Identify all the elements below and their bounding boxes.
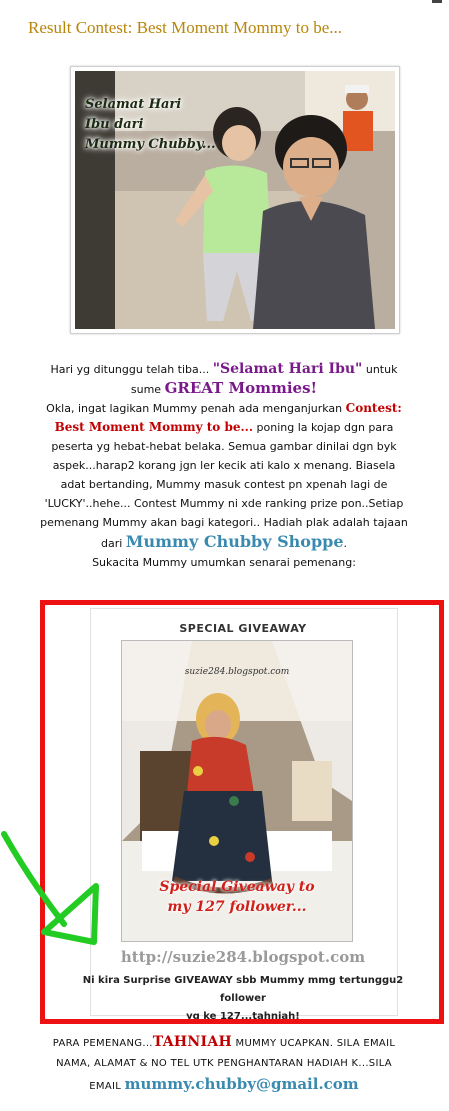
highlight-frame <box>40 600 444 1024</box>
photo-caption-red: Special Giveaway to my 127 follower... <box>159 879 315 915</box>
top-edge-mark <box>432 0 442 3</box>
giveaway-heading: SPECIAL GIVEAWAY <box>179 622 307 635</box>
post-title[interactable]: Result Contest: Best Moment Mommy to be... <box>28 18 343 37</box>
post-body: Hari yg ditunggu telah tiba... "Selamat Hari Ibu" untuk sume GREAT Mommies! Okla, ingat lagikan Mummy penah ada menganjurkan Contest: Best Moment Mommy to be... poning la kojap dgn para peserta yg hebat-hebat belaka. Semua gambar dinilai dgn byk aspek...harap2 korang jgn ler kecik ati kalo x menang. Biasela adat bertanding, Mummy masuk contest pn xpenah lagi de 'LUCKY'..hehe... Contest Mummy ni xde ranking prize pon..Setiap pemenang Mummy akan bagi kategori.. Hadiah plak adalah tajaan dari Mummy Chubby Shoppe. Sukacita Mummy umumkan senarai pemenang: <box>40 361 408 569</box>
photo-caption: Selamat Hari Ibu dari Mummy Chubby... <box>85 97 216 152</box>
closing-text: PARA PEMENANG...TAHNIAH MUMMY UCAPKAN. SILA EMAIL NAMA, ALAMAT & NO TEL UTK PENGHANTARAN HADIAH K...SILA EMAIL mummy.chubby@gmail.com <box>52 1034 396 1093</box>
giveaway-note: Ni kira Surprise GIVEAWAY sbb Mummy mmg tertunggu2 follower yg ke 127...tahniah! <box>82 975 404 1022</box>
green-arrow-icon <box>0 820 110 950</box>
photo-watermark: suzie284.blogspot.com <box>184 667 290 677</box>
photo-mother-daughter <box>70 66 400 334</box>
email-link[interactable]: mummy.chubby@gmail.com <box>124 1075 359 1093</box>
blog-url-link[interactable]: http://suzie284.blogspot.com <box>120 948 366 966</box>
